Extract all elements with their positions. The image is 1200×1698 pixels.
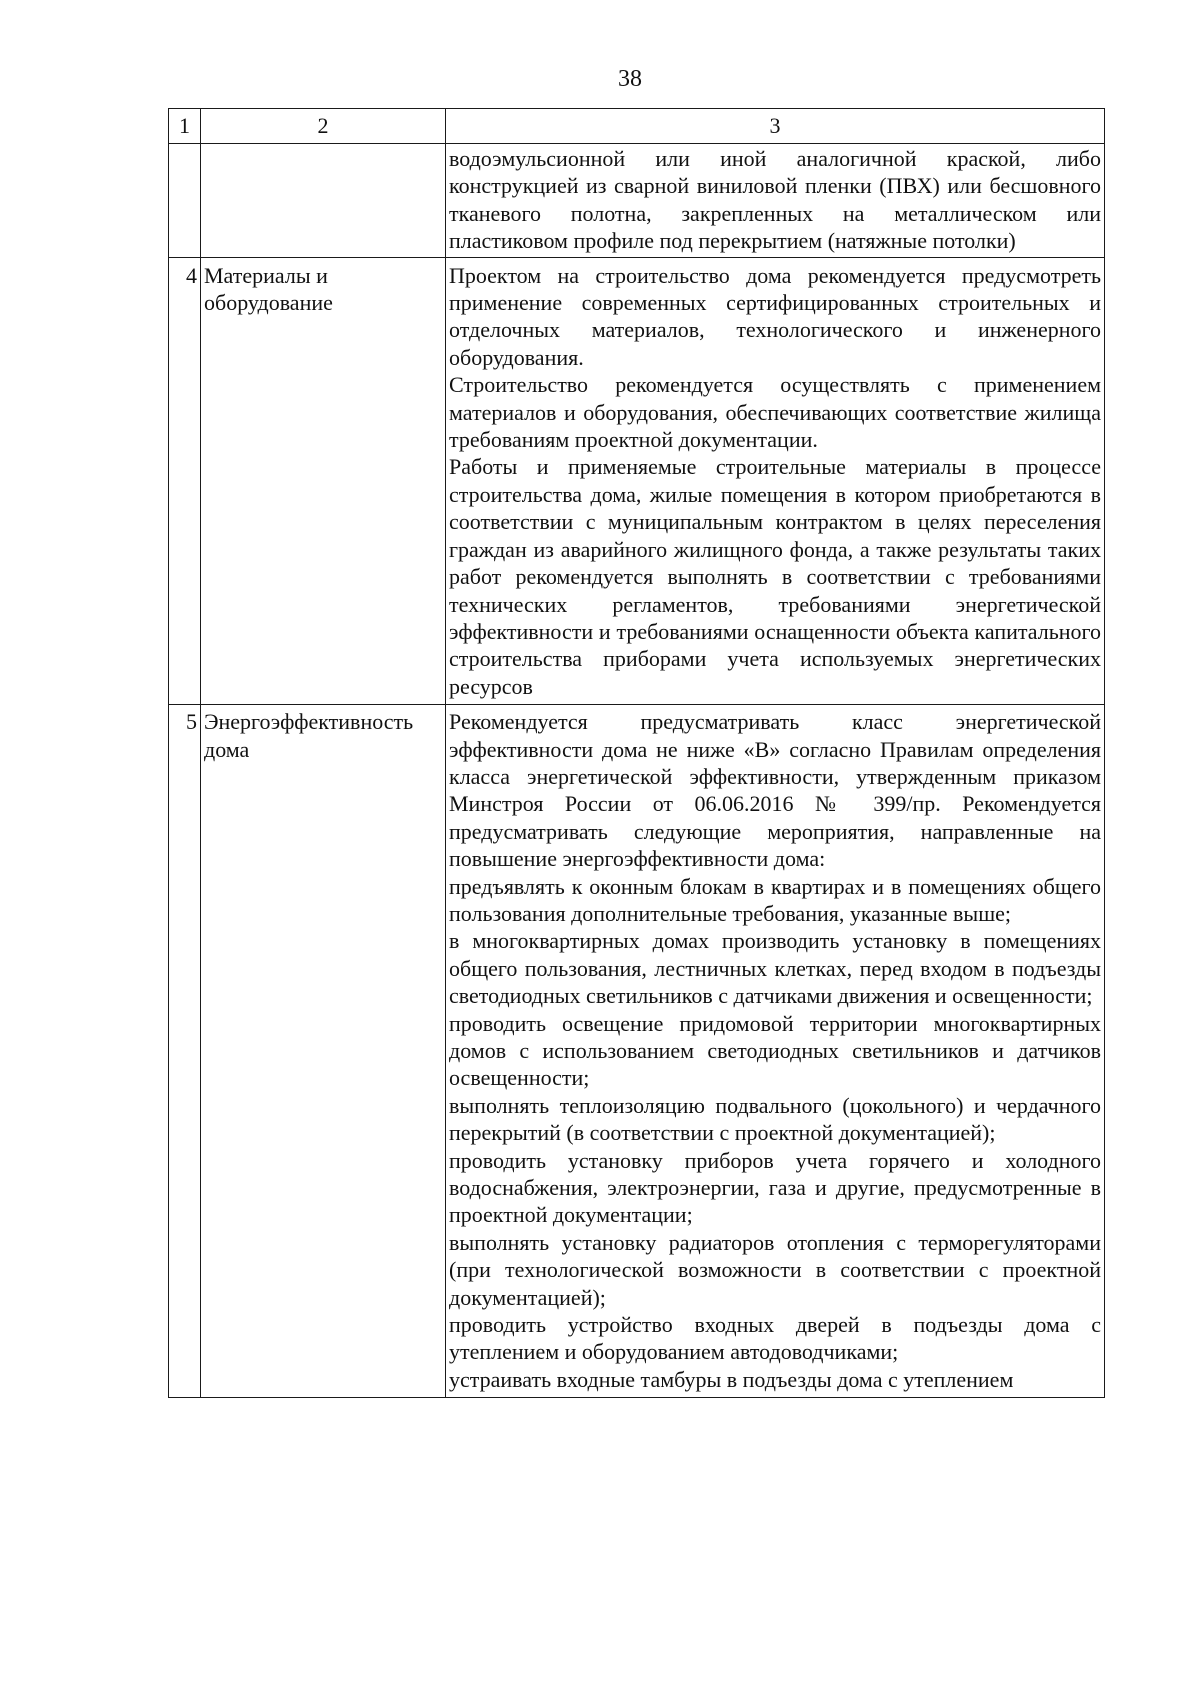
row-name bbox=[201, 144, 446, 258]
requirements-table bbox=[168, 108, 1105, 1398]
paragraph: проводить установку приборов учета горячего и холодного водоснабжения, электроэнергии, газа и другие, предусмотренные в проектной документации; bbox=[449, 1147, 1101, 1228]
paragraph: устраивать входные тамбуры в подъезды дома с утеплением bbox=[449, 1366, 1014, 1392]
header-col-2: 2 bbox=[201, 109, 446, 144]
header-col-1: 1 bbox=[169, 109, 201, 144]
paragraph: Проектом на строительство дома рекомендуется предусмотреть применение современных сертифицированных строительных и отделочных материалов, технологического и инженерного оборудования. bbox=[449, 262, 1101, 370]
paragraph: Строительство рекомендуется осуществлять с применением материалов и оборудования, обеспечивающих соответствие жилища требованиям проектной документации. bbox=[449, 372, 1101, 453]
row-number: 5 bbox=[169, 705, 201, 1398]
row-number bbox=[169, 144, 201, 258]
row-name: Материалы и оборудование bbox=[201, 257, 446, 705]
paragraph: Рекомендуется предусматривать класс энергетической эффективности дома не ниже «В» согласно Правилам определения класса энергетической эффективности, утвержденным приказом Минстроя России от 06.06.2016 № 399/пр. Рекомендуется предусматривать следующие мероприятия, направленные на повышение энергоэффективности дома: bbox=[449, 709, 1101, 872]
table-row bbox=[169, 144, 1105, 258]
row-content bbox=[446, 705, 1105, 1398]
page-number: 38 bbox=[618, 66, 642, 92]
paragraph: водоэмульсионной или иной аналогичной краской, либо конструкцией из сварной виниловой пленки (ПВХ) или бесшовного тканевого полотна, закрепленных на металлическом или пластиковом профиле под перекрытием (натяжные потолки) bbox=[449, 146, 1101, 254]
paragraph: в многоквартирных домах производить установку в помещениях общего пользования, лестничных клетках, перед входом в подъезды светодиодных светильников с датчиками движения и освещенности; bbox=[449, 928, 1101, 1009]
paragraph: выполнять установку радиаторов отопления с терморегуляторами (при технологической возможности в соответствии с проектной документацией); bbox=[449, 1229, 1101, 1310]
table-header-row bbox=[169, 109, 1105, 144]
row-content bbox=[446, 257, 1105, 705]
row-number: 4 bbox=[169, 257, 201, 705]
paragraph: предъявлять к оконным блокам в квартирах и в помещениях общего пользования дополнительные требования, указанные выше; bbox=[449, 873, 1101, 926]
header-col-3: 3 bbox=[446, 109, 1105, 144]
paragraph: проводить освещение придомовой территории многоквартирных домов с использованием светодиодных светильников и датчиков освещенности; bbox=[449, 1010, 1101, 1091]
table-row bbox=[169, 257, 1105, 705]
row-name: Энергоэффективность дома bbox=[201, 705, 446, 1398]
paragraph: выполнять теплоизоляцию подвального (цокольного) и чердачного перекрытий (в соответствии с проектной документацией); bbox=[449, 1092, 1101, 1146]
paragraph: Работы и применяемые строительные материалы в процессе строительства дома, жилые помещения в котором приобретаются в соответствии с муниципальным контрактом в целях переселения граждан из аварийного жилищного фонда, а также результаты таких работ рекомендуется выполнять в соответствии с требованиями технических регламентов, требованиями энергетической эффективности и требованиями оснащенности объекта капитального строительства приборами учета используемых энергетических ресурсов bbox=[449, 454, 1101, 699]
table-row bbox=[169, 705, 1105, 1398]
paragraph: проводить устройство входных дверей в подъезды дома с утеплением и оборудованием автодоводчиками; bbox=[449, 1312, 1101, 1365]
row-content bbox=[446, 144, 1105, 258]
